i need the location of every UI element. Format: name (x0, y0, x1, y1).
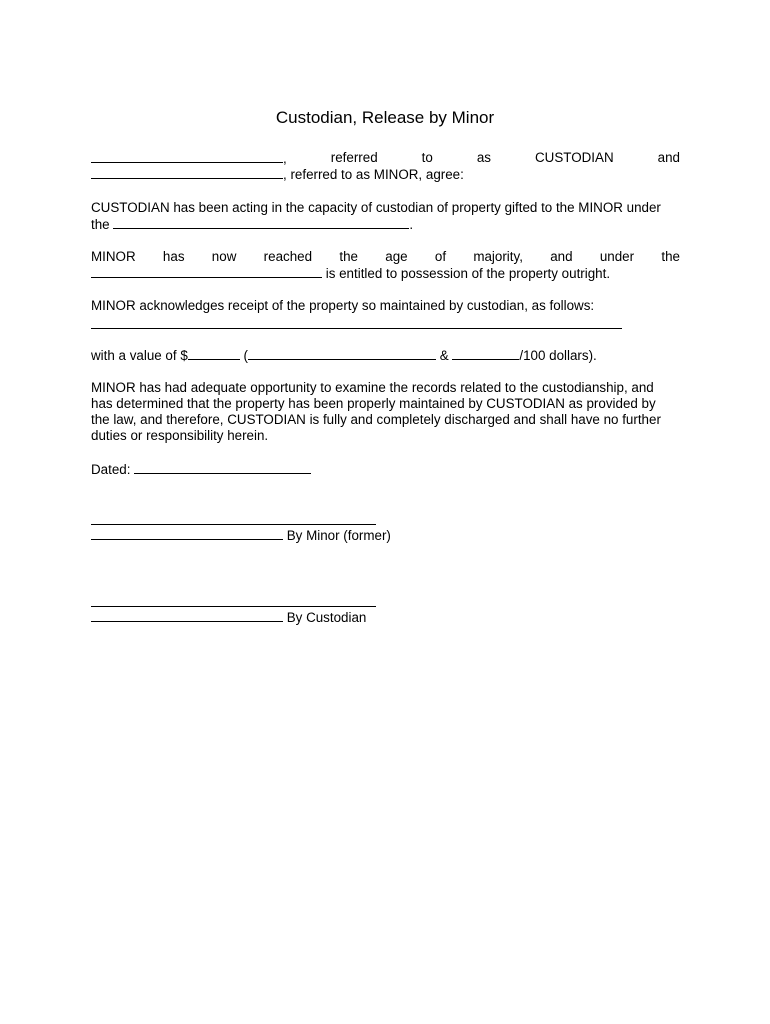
value-cents-blank[interactable] (452, 347, 519, 360)
possession-text: is entitled to possession of the property outright. (322, 266, 611, 281)
word-and: and (657, 150, 680, 165)
dated-label: Dated: (91, 462, 135, 477)
minor-name-blank[interactable] (91, 166, 283, 179)
period-text: . (409, 217, 414, 232)
by-minor-label: By Minor (former) (283, 528, 391, 543)
paragraph-acting-line-2 (91, 216, 680, 233)
word-the: the (91, 217, 110, 232)
minor-signature-line[interactable] (91, 524, 376, 525)
value-amount-blank[interactable] (188, 347, 240, 360)
minor-reference-text: , referred to as MINOR, agree: (283, 167, 464, 182)
word-10: under (599, 249, 635, 264)
word-2: has (162, 249, 185, 264)
word-4: reached (263, 249, 313, 264)
paragraph-majority-line-1 (91, 249, 680, 265)
word-1: MINOR (91, 249, 136, 264)
paragraph-receipt-line-1: MINOR acknowledges receipt of the property so maintained by custodian, as follows: (91, 298, 595, 313)
property-description-blank[interactable] (91, 328, 622, 329)
word-9: and (550, 249, 573, 264)
paragraph-discharge-line-4: duties or responsibility herein. (91, 428, 269, 443)
dated-blank[interactable] (134, 461, 311, 474)
word-3: now (211, 249, 237, 264)
paragraph-acting-line-1: CUSTODIAN has been acting in the capacity of custodian of property gifted to the MINOR under (91, 200, 661, 215)
dollars-suffix-text: /100 dollars). (519, 348, 597, 363)
word-7: of (434, 249, 447, 264)
minor-print-name-blank[interactable] (91, 527, 283, 540)
word-referred: referred (330, 150, 378, 165)
custodian-name-blank[interactable] (91, 150, 283, 163)
word-6: age (385, 249, 408, 264)
act-name-blank[interactable] (113, 216, 409, 229)
word-5: the (339, 249, 358, 264)
word-11: the (661, 249, 680, 264)
paragraph-parties-line-1 (91, 150, 680, 167)
jurisdiction-blank[interactable] (91, 265, 322, 278)
custodian-signature-row (91, 609, 680, 626)
paragraph-value-line (91, 347, 680, 364)
document-title: Custodian, Release by Minor (275, 108, 495, 127)
open-paren-text: ( (239, 348, 248, 363)
word-8: majority, (473, 249, 523, 264)
ampersand-text: & (435, 348, 453, 363)
by-custodian-label: By Custodian (283, 610, 367, 625)
word-to: to (421, 150, 433, 165)
paragraph-discharge-line-2: has determined that the property has been properly maintained by CUSTODIAN as provided by (91, 396, 656, 411)
word-custodian: CUSTODIAN (535, 150, 614, 165)
custodian-name-field[interactable] (91, 150, 287, 167)
paragraph-discharge-line-3: the law, and therefore, CUSTODIAN is fully and completely discharged and shall have no further (91, 412, 661, 427)
custodian-signature-line[interactable] (91, 606, 376, 607)
custodian-print-name-blank[interactable] (91, 609, 283, 622)
paragraph-majority-line-2 (91, 265, 680, 282)
minor-signature-row (91, 527, 680, 544)
word-as: as (476, 150, 491, 165)
value-prefix-text: with a value of $ (91, 348, 188, 363)
value-words-blank[interactable] (248, 347, 436, 360)
paragraph-parties-line-2 (91, 166, 680, 183)
paragraph-discharge-line-1: MINOR has had adequate opportunity to examine the records related to the custodianship, and (91, 380, 654, 395)
dated-line (91, 461, 680, 478)
comma-text: , (283, 151, 287, 166)
